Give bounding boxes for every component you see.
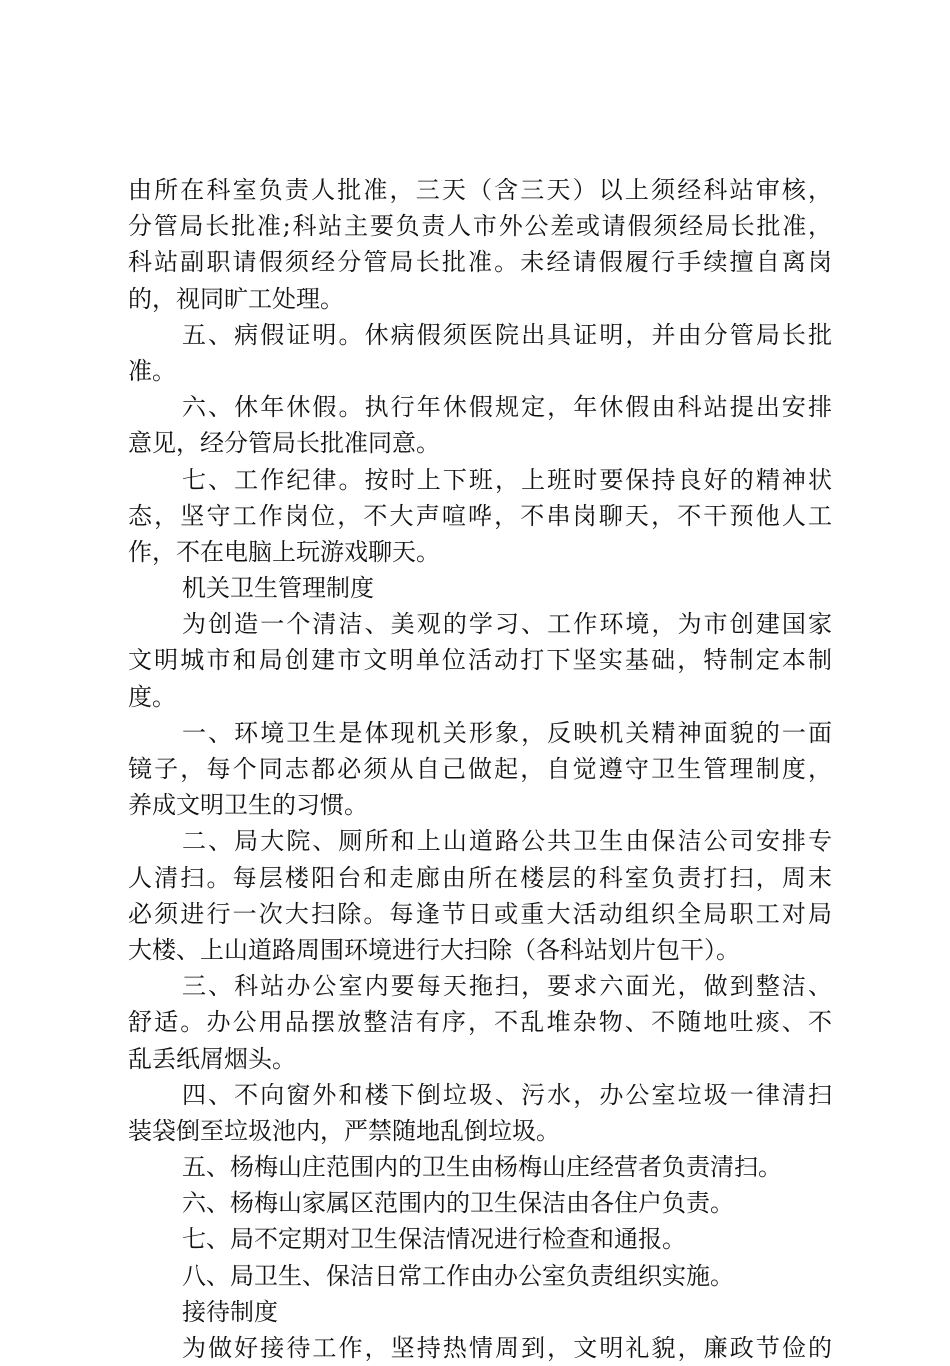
paragraph-first-line: 八、局卫生、保洁日常工作由办公室负责组织实施。 [182,1261,734,1290]
text-line: 准。 [128,356,176,385]
text-line: 装袋倒至垃圾池内，严禁随地乱倒垃圾。 [128,1116,560,1145]
paragraph-first-line: 机关卫生管理制度 [182,574,374,603]
paragraph-first-line: 为做好接待工作，坚持热情周到，文明礼貌，廉政节俭的 [182,1334,832,1362]
text-line: 科站副职请假须经分管局长批准。未经请假履行手续擅自离岗 [128,248,832,277]
text-line: 镜子，每个同志都必须从自己做起，自觉遵守卫生管理制度， [128,755,832,783]
paragraph-first-line: 六、休年休假。执行年休假规定，年休假由科站提出安排 [182,393,832,422]
text-line: 度。 [128,682,176,711]
text-line: 文明城市和局创建市文明单位活动打下坚实基础，特制定本制 [128,646,832,675]
paragraph-first-line: 七、工作纪律。按时上下班，上班时要保持良好的精神状 [182,465,832,494]
text-line: 养成文明卫生的习惯。 [128,791,368,820]
text-line: 态，坚守工作岗位，不大声喧哗，不串岗聊天，不干预他人工 [128,501,832,530]
paragraph-first-line: 五、杨梅山庄范围内的卫生由杨梅山庄经营者负责清扫。 [182,1153,782,1182]
text-line: 必须进行一次大扫除。每逢节日或重大活动组织全局职工对局 [128,899,832,928]
text-line: 的，视同旷工处理。 [128,284,344,313]
paragraph-first-line: 四、不向窗外和楼下倒垃圾、污水，办公室垃圾一律清扫 [182,1080,832,1109]
text-line: 乱丢纸屑烟头。 [128,1044,296,1073]
paragraph-first-line: 一、环境卫生是体现机关形象，反映机关精神面貌的一面 [182,718,832,747]
text-line: 分管局长批准;科站主要负责人市外公差或请假须经局长批准， [128,212,832,241]
document-body [128,172,832,1366]
text-line: 舒适。办公用品摆放整洁有序，不乱堆杂物、不随地吐痰、不 [128,1008,832,1037]
paragraph-first-line: 五、病假证明。休病假须医院出具证明，并由分管局长批 [182,320,832,349]
paragraph-first-line: 二、局大院、厕所和上山道路公共卫生由保洁公司安排专 [182,827,832,856]
text-line: 作，不在电脑上玩游戏聊天。 [128,537,440,566]
text-line: 意见，经分管局长批准同意。 [128,429,440,458]
paragraph-first-line: 三、科站办公室内要每天拖扫，要求六面光，做到整洁、 [182,972,832,1001]
paragraph-first-line: 七、局不定期对卫生保洁情况进行检查和通报。 [182,1225,686,1254]
paragraph-first-line: 六、杨梅山家属区范围内的卫生保洁由各住户负责。 [182,1189,734,1218]
text-line: 由所在科室负责人批准，三天（含三天）以上须经科站审核， [128,176,832,204]
paragraph-first-line: 接待制度 [182,1297,278,1326]
text-line: 大楼、上山道路周围环境进行大扫除（各科站划片包干）。 [128,935,740,964]
text-line: 人清扫。每层楼阳台和走廊由所在楼层的科室负责打扫，周末 [128,863,832,892]
paragraph-first-line: 为创造一个清洁、美观的学习、工作环境，为市创建国家 [182,610,832,639]
